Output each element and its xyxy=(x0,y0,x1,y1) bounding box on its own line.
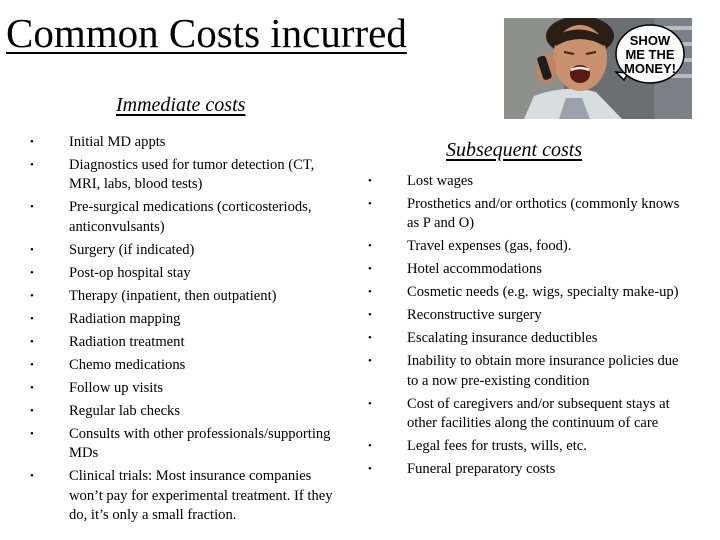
list-item-text: Cost of caregivers and/or subsequent stays at other facilities along the continuum of care xyxy=(407,395,670,432)
list-item-text: Escalating insurance deductibles xyxy=(407,330,598,347)
list-item xyxy=(30,379,348,398)
list-item xyxy=(368,460,690,479)
list-item-text: Hotel accommodations xyxy=(407,261,542,278)
bullet-icon: • xyxy=(30,381,34,394)
bullet-icon: • xyxy=(30,289,34,302)
list-item xyxy=(368,237,690,256)
list-item xyxy=(30,156,348,195)
list-item xyxy=(30,287,348,306)
list-item-text: Funeral preparatory costs xyxy=(407,461,556,478)
list-item xyxy=(30,333,348,352)
list-item-text: Regular lab checks xyxy=(69,402,181,419)
list-item-text: Pre-surgical medications (corticosteriods, anticonvulsants) xyxy=(69,199,312,235)
bubble-line-3: MONEY! xyxy=(624,61,676,76)
immediate-costs-list xyxy=(30,133,348,529)
subsequent-costs-heading: Subsequent costs xyxy=(446,139,583,161)
list-item xyxy=(368,283,690,302)
subsequent-costs-list xyxy=(368,172,690,483)
list-item-text: Post-op hospital stay xyxy=(69,264,191,281)
list-item xyxy=(30,133,348,152)
list-item xyxy=(368,260,690,279)
bullet-icon: • xyxy=(368,198,372,210)
bullet-icon: • xyxy=(30,136,34,148)
list-item-text: Chemo medications xyxy=(69,356,186,373)
bubble-line-1: SHOW xyxy=(629,33,671,48)
bullet-icon: • xyxy=(30,470,34,483)
bullet-icon: • xyxy=(368,309,372,322)
list-item xyxy=(30,402,348,421)
list-item-text: Diagnostics used for tumor detection (CT, MRI, labs, blood tests) xyxy=(69,157,315,193)
bullet-icon: • xyxy=(30,358,34,371)
list-item xyxy=(30,425,348,464)
list-item xyxy=(30,198,348,237)
list-item xyxy=(30,310,348,329)
bubble-line-2: ME THE xyxy=(625,47,675,62)
list-item-text: Initial MD appts xyxy=(69,134,166,150)
bullet-icon: • xyxy=(368,263,372,276)
bullet-icon: • xyxy=(368,440,372,453)
bullet-icon: • xyxy=(30,427,34,440)
list-item xyxy=(368,395,690,434)
list-item xyxy=(368,329,690,348)
list-item xyxy=(368,437,690,456)
list-item-text: Clinical trials: Most insurance companies won’t pay for experimental treatment. If they do, it’s only a small fraction. xyxy=(69,468,333,524)
list-item xyxy=(30,264,348,283)
list-item-text: Therapy (inpatient, then outpatient) xyxy=(69,287,277,304)
bullet-icon: • xyxy=(368,463,372,476)
list-item-text: Cosmetic needs (e.g. wigs, specialty make-up) xyxy=(407,284,679,301)
show-me-the-money-photo xyxy=(504,18,692,119)
list-item-text: Legal fees for trusts, wills, etc. xyxy=(407,438,587,455)
bullet-icon: • xyxy=(30,201,34,214)
bullet-icon: • xyxy=(368,397,372,410)
list-item xyxy=(368,195,690,234)
bullet-icon: • xyxy=(30,243,34,256)
bullet-icon: • xyxy=(368,332,372,345)
bullet-icon: • xyxy=(30,159,34,171)
list-item-text: Reconstructive surgery xyxy=(407,307,542,324)
bullet-icon: • xyxy=(368,240,372,253)
list-item xyxy=(368,352,690,391)
bullet-icon: • xyxy=(30,266,34,279)
immediate-costs-heading: Immediate costs xyxy=(116,94,246,116)
slide-title: Common Costs incurred xyxy=(6,10,407,56)
list-item xyxy=(30,356,348,375)
list-item-text: Prosthetics and/or orthotics (commonly knows as P and O) xyxy=(407,196,680,232)
list-item-text: Follow up visits xyxy=(69,379,164,396)
list-item xyxy=(30,241,348,260)
list-item-text: Radiation mapping xyxy=(69,310,181,327)
list-item xyxy=(368,306,690,325)
bullet-icon: • xyxy=(368,175,372,187)
list-item-text: Travel expenses (gas, food). xyxy=(407,238,572,255)
list-item-text: Surgery (if indicated) xyxy=(69,241,195,258)
list-item-text: Inability to obtain more insurance policies due to a now pre-existing condition xyxy=(407,353,679,389)
bullet-icon: • xyxy=(30,335,34,348)
list-item xyxy=(368,172,690,191)
bullet-icon: • xyxy=(30,312,34,325)
list-item-text: Radiation treatment xyxy=(69,333,185,350)
bullet-icon: • xyxy=(368,355,372,368)
bullet-icon: • xyxy=(30,404,34,417)
list-item-text: Consults with other professionals/supporting MDs xyxy=(69,425,331,462)
list-item xyxy=(30,467,348,525)
list-item-text: Lost wages xyxy=(407,173,474,189)
bullet-icon: • xyxy=(368,286,372,299)
